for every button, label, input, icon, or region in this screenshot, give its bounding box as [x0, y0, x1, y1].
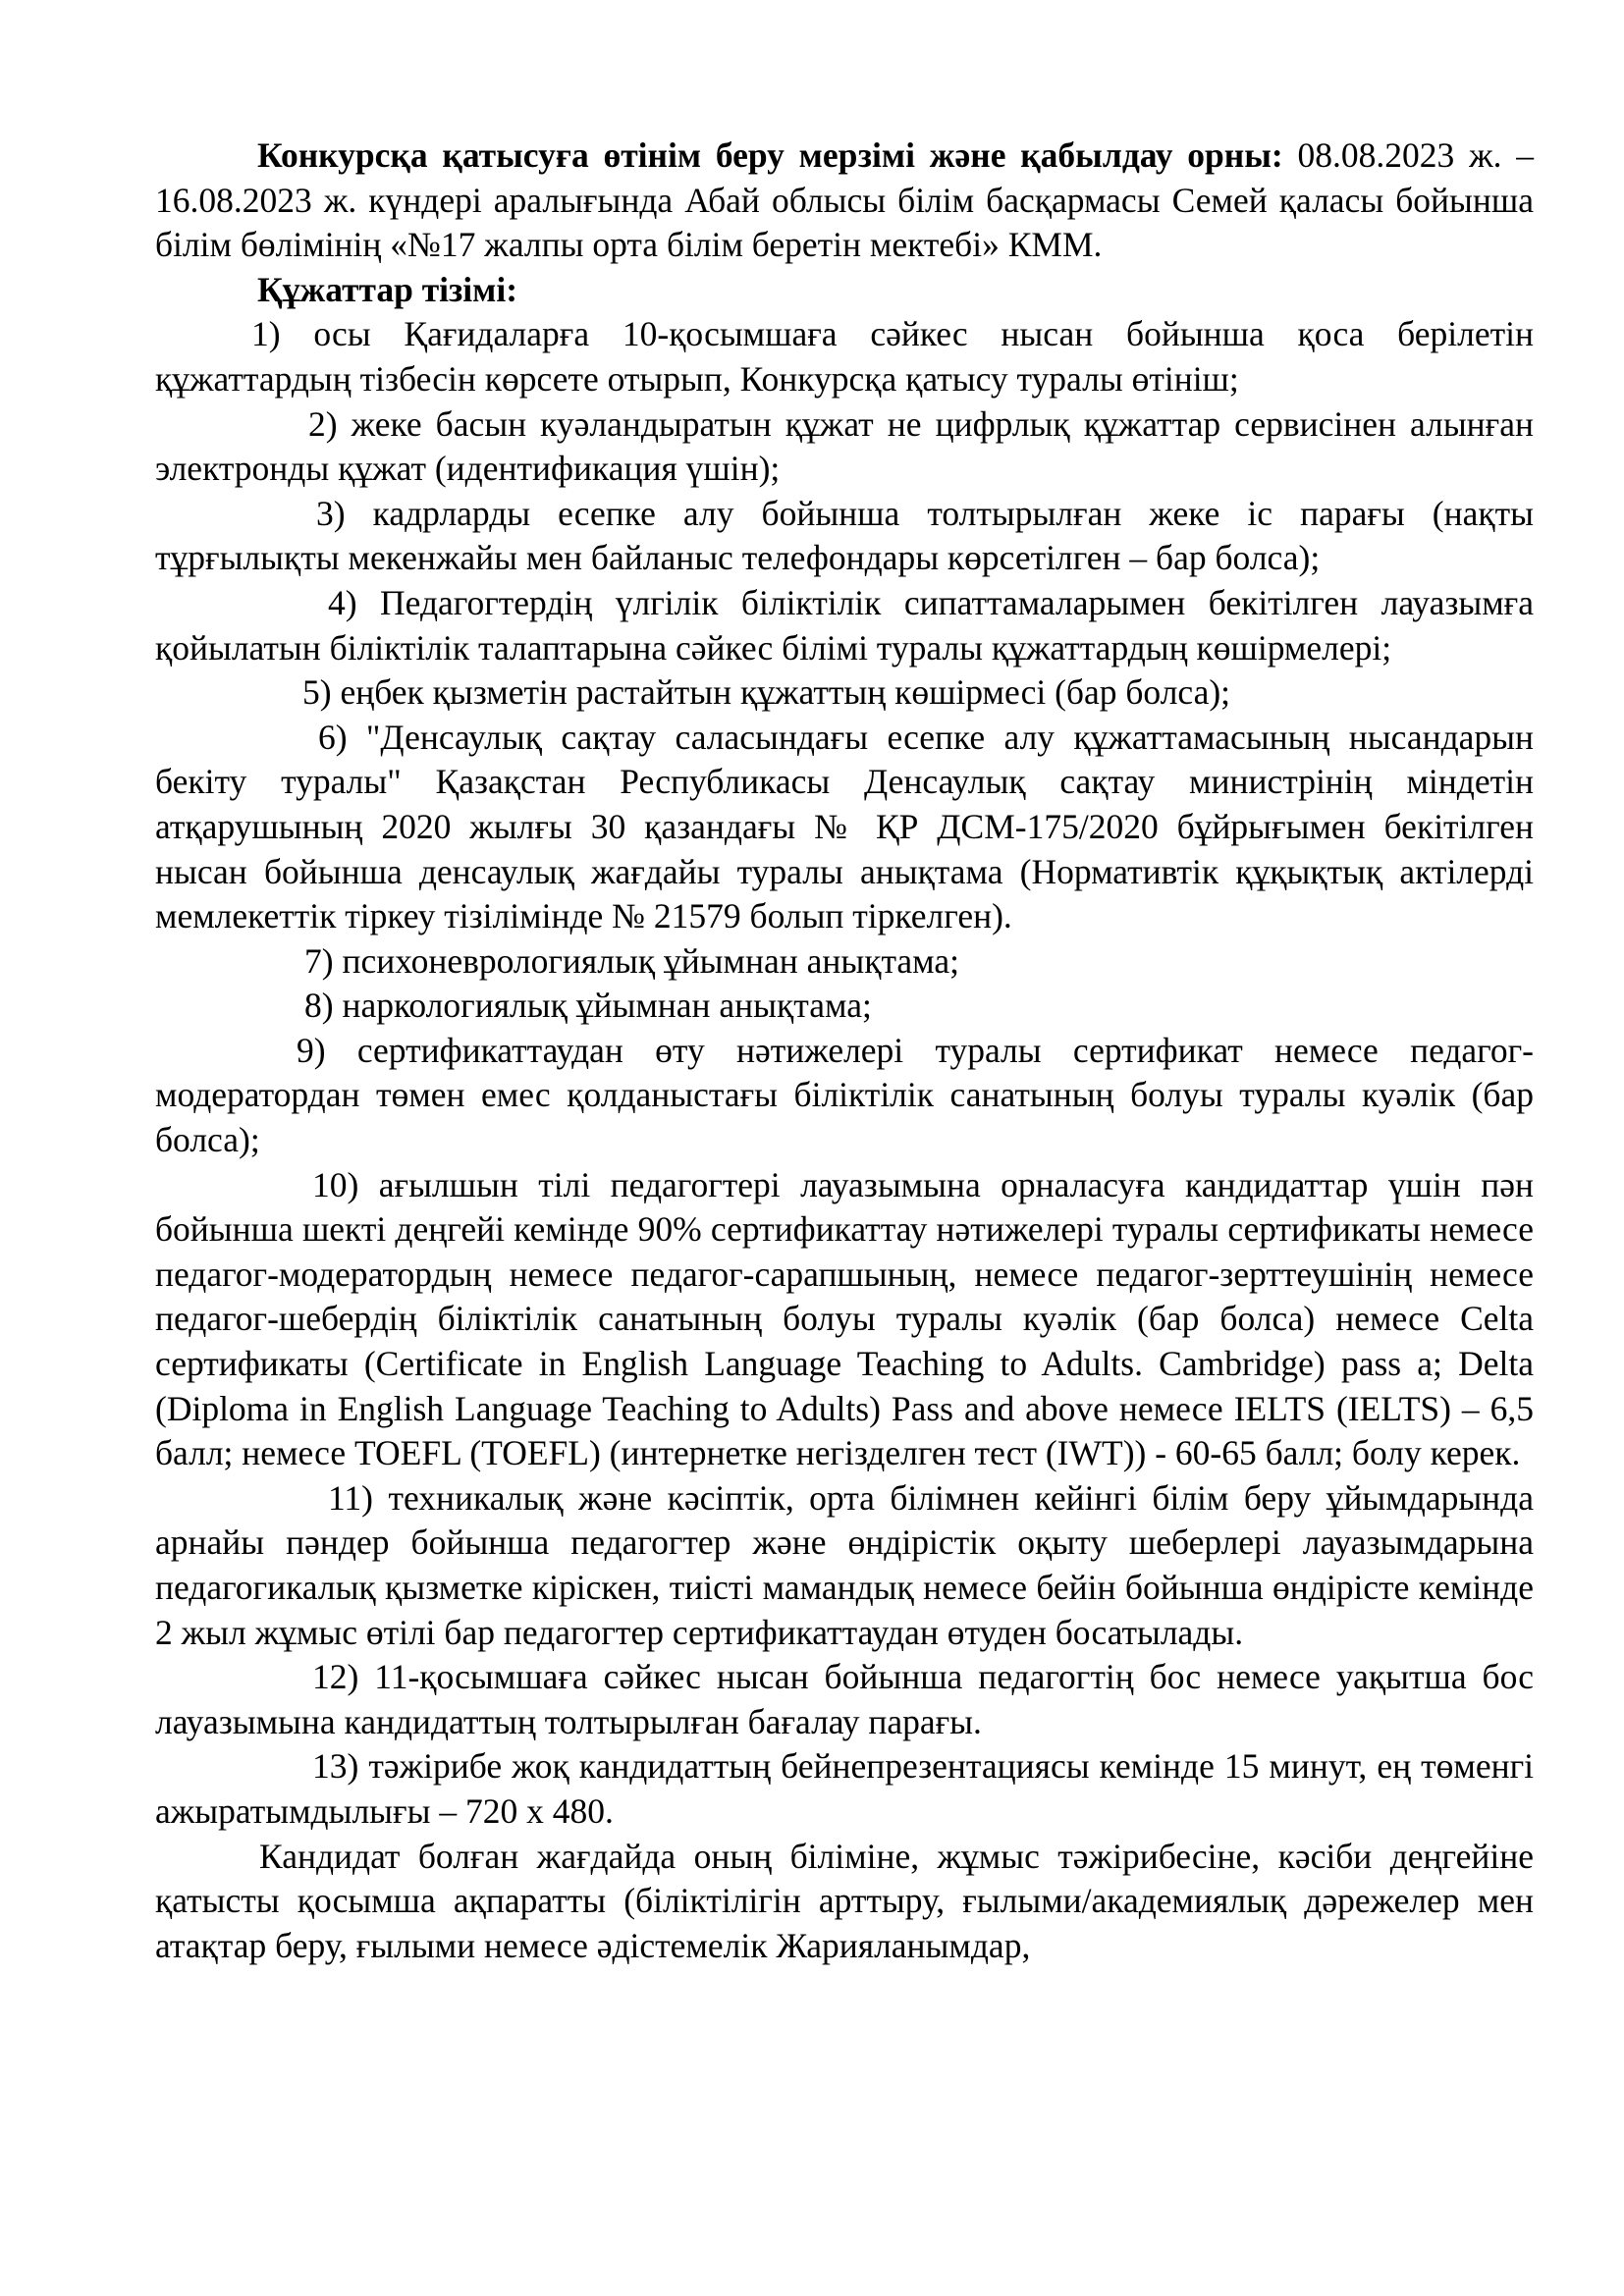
list-item-12: 12) 11-қосымшаға сәйкес нысан бойынша педагогтің бос немесе уақытша бос лауазымына кандидаттың толтырылған бағалау парағы. — [155, 1657, 1534, 1741]
intro-paragraph — [155, 133, 1534, 268]
list-item-11: 11) техникалық және кәсіптік, орта білімнен кейінгі білім беру ұйымдарында арнайы пәндер бойынша педагогтер және өндірістік оқыту шеберлері лауазымдарына педагогикалық қызметке кіріскен, тиісті мамандық немесе бейін бойынша өндірісте кемінде 2 жыл жұмыс өтілі бар педагогтер сертификаттаудан өтуден босатылады. — [155, 1477, 1534, 1652]
list-item-6: 6) "Денсаулық сақтау саласындағы есепке алу құжаттамасының нысандарын бекіту туралы" Қазақстан Республикасы Денсаулық сақтау министрінің міндетін атқарушының 2020 жылғы 30 қазандағы № ҚР ДСМ-175/2020 бұйрығымен бекітілген нысан бойынша денсаулық жағдайы туралы анықтама (Нормативтік құқықтық актілерді мемлекеттік тіркеу тізілімінде № 21579 болып тіркелген). — [155, 717, 1534, 936]
list-item-1: 1) осы Қағидаларға 10-қосымшаға сәйкес нысан бойынша қоса берілетін құжаттардың тізбесін көрсете отырып, Конкурсқа қатысу туралы өтініш; — [155, 314, 1534, 399]
list-item-3: 3) кадрларды есепке алу бойынша толтырылған жеке іс парағы (нақты тұрғылықты мекенжайы мен байланыс телефондары көрсетілген – бар болса); — [155, 493, 1534, 578]
list-heading: Құжаттар тізімі: — [257, 269, 518, 309]
list-item-9: 9) сертификаттаудан өту нәтижелері туралы сертификат немесе педагог-модератордан төмен емес қолданыстағы біліктілік санатының болуы туралы куәлік (бар болса); — [155, 1030, 1534, 1160]
list-item-8: 8) наркологиялық ұйымнан анықтама; — [304, 986, 872, 1026]
closing-paragraph: Кандидат болған жағдайда оның біліміне, жұмыс тәжірибесіне, кәсіби деңгейіне қатысты қосымша ақпаратты (біліктілігін арттыру, ғылыми/академиялық дәрежелер мен атақтар беру, ғылыми немесе әдістемелік Жарияланымдар, — [155, 1836, 1534, 1965]
list-item-10: 10) ағылшын тілі педагогтері лауазымына орналасуға кандидаттар үшін пән бойынша шекті деңгейі кемінде 90% сертификаттау нәтижелері туралы сертификаты немесе педагог-модератордың немесе педагог-сарапшының, немесе педагог-зерттеушінің немесе педагог-шебердің біліктілік санатының болуы туралы куәлік (бар болса) немесе Celta сертификаты (Certificate in English Language Teaching to Adults. Cambridge) pass a; Delta (Diploma in English Language Teaching to Adults) Pass and above немесе IELTS (IELTS) – 6,5 балл; немесе TOEFL (TOEFL) (интернетке негізделген тест (IWT)) - 60-65 балл; болу керек. — [155, 1164, 1534, 1473]
list-item-7: 7) психоневрологиялық ұйымнан анықтама; — [304, 940, 960, 981]
list-item-13: 13) тәжірибе жоқ кандидаттың бейнепрезентациясы кемінде 15 минут, ең төменгі ажыратымдылығы – 720 x 480. — [155, 1746, 1534, 1831]
list-item-2: 2) жеке басын куәландыратын құжат не цифрлық құжаттар сервисінен алынған электронды құжат (идентификация үшін); — [155, 403, 1534, 489]
list-item-5: 5) еңбек қызметін растайтын құжаттың көшірмесі (бар болса); — [302, 672, 1231, 713]
intro-text: 08.08.2023 ж. – 16.08.2023 ж. күндері аралығында Абай облысы білім басқармасы Семей қаласы бойынша білім бөлімінің «№17 жалпы орта білім беретін мектебі» КММ. — [155, 135, 1534, 265]
intro-heading: Конкурсқа қатысуға өтінім беру мерзімі және қабылдау орны: — [257, 135, 1283, 175]
document-page — [155, 133, 1534, 1968]
list-item-4: 4) Педагогтердің үлгілік біліктілік сипаттамаларымен бекітілген лауазымға қойылатын біліктілік талаптарына сәйкес білімі туралы құжаттардың көшірмелері; — [155, 582, 1534, 667]
